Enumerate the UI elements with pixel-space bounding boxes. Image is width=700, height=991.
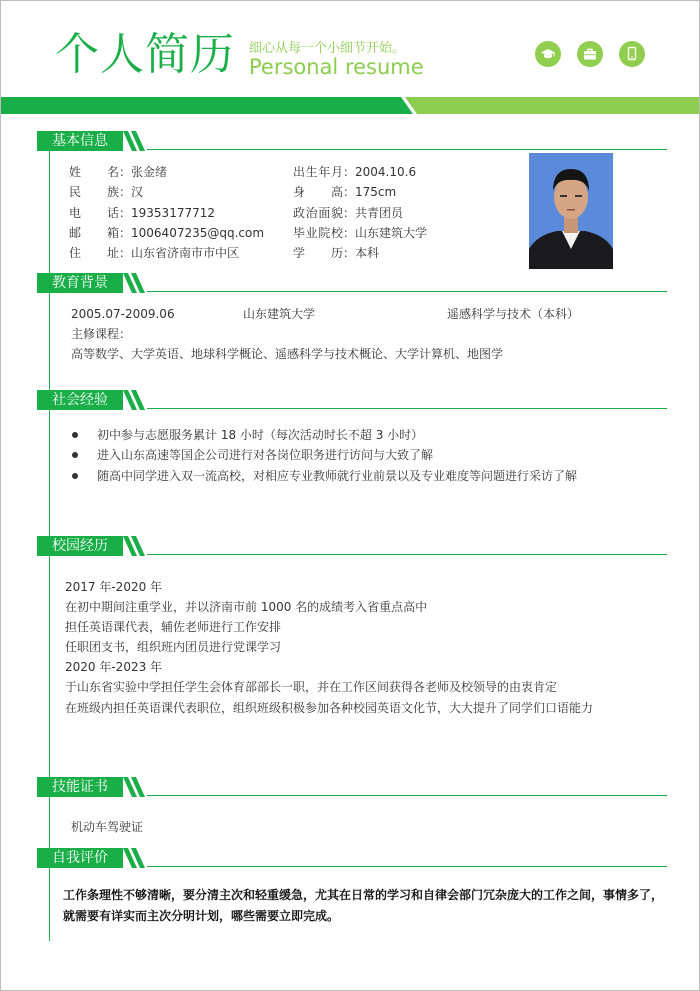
briefcase-icon xyxy=(577,41,603,67)
section-title: 校园经历 xyxy=(52,538,108,554)
campus-line: 在初中期间注重学业，并以济南市前 1000 名的成绩考入省重点高中 xyxy=(65,600,428,614)
header-stripe xyxy=(1,97,699,114)
info-phone: 电话：19353177712 xyxy=(69,206,215,220)
info-degree: 学历：本科 xyxy=(293,246,380,260)
phone-icon xyxy=(619,41,645,67)
stripe-decoration xyxy=(123,390,149,410)
edu-courses: 高等数学、大学英语、地球科学概论、遥感科学与技术概论、大学计算机、地图学 xyxy=(71,347,504,361)
section-header-education xyxy=(37,273,667,293)
section-title: 社会经验 xyxy=(52,392,108,408)
social-item: 进入山东高速等国企公司进行对各岗位职务进行访问与大致了解 xyxy=(97,448,434,462)
section-header-campus xyxy=(37,536,667,556)
info-email: 邮箱：1006407235@qq.com xyxy=(69,226,265,240)
section-title: 技能证书 xyxy=(52,779,108,795)
section-header-social xyxy=(37,390,667,410)
section-header-self-eval xyxy=(37,848,667,868)
stripe-decoration xyxy=(123,273,149,293)
skill-item: 机动车驾驶证 xyxy=(71,820,144,834)
edu-period: 2005.07-2009.06 xyxy=(71,307,175,321)
campus-line: 2020 年-2023 年 xyxy=(65,660,163,674)
section-title: 自我评价 xyxy=(52,850,108,866)
slogan-cn: 细心从每一个小细节开始。 xyxy=(249,41,406,56)
campus-line: 于山东省实验中学担任学生会体育部部长一职，并在工作区间获得各老师及校领导的由衷肯定 xyxy=(65,680,558,694)
info-political: 政治面貌：共青团员 xyxy=(293,206,404,220)
bullet-icon xyxy=(72,432,78,438)
edu-school: 山东建筑大学 xyxy=(243,307,316,321)
info-height: 身高：175cm xyxy=(293,185,397,199)
bullet-icon xyxy=(72,452,78,458)
stripe-decoration xyxy=(123,777,149,797)
stripe-decoration xyxy=(123,131,149,151)
stripe-decoration xyxy=(123,536,149,556)
edu-major: 遥感科学与技术（本科） xyxy=(447,307,580,321)
campus-line: 在班级内担任英语课代表职位，组织班级积极参加各种校园英语文化节，大大提升了同学们口语能力 xyxy=(65,701,594,715)
campus-line: 2017 年-2020 年 xyxy=(65,580,163,594)
section-title: 基本信息 xyxy=(52,133,108,149)
slogan-en: Personal resume xyxy=(249,55,424,79)
section-title: 教育背景 xyxy=(52,275,108,291)
stripe-decoration xyxy=(123,848,149,868)
info-ethnicity: 民族：汉 xyxy=(69,185,144,199)
info-address: 住址：山东省济南市市中区 xyxy=(69,246,240,260)
self-eval-line: 工作条理性不够清晰，要分清主次和轻重缓急，尤其在日常的学习和自律会部门冗杂庞大的工作之间，事情多了， xyxy=(63,888,664,902)
info-name: 姓名：张金绪 xyxy=(69,165,168,179)
graduation-cap-icon xyxy=(535,41,561,67)
campus-line: 任职团支书，组织班内团员进行党课学习 xyxy=(65,640,282,654)
profile-photo xyxy=(529,153,613,269)
info-birth: 出生年月：2004.10.6 xyxy=(293,165,417,179)
section-header-basic xyxy=(37,131,667,151)
resume-title: 个人简历 xyxy=(55,29,235,80)
bullet-icon xyxy=(72,473,78,479)
self-eval-line: 就需要有详实而主次分明计划，哪些需要立即完成。 xyxy=(63,909,340,923)
info-school: 毕业院校：山东建筑大学 xyxy=(293,226,428,240)
edu-courses-label: 主修课程： xyxy=(71,327,132,341)
social-item: 随高中同学进入双一流高校，对相应专业教师就行业前景以及专业难度等问题进行采访了解 xyxy=(97,469,578,483)
section-header-skills xyxy=(37,777,667,797)
social-item: 初中参与志愿服务累计 18 小时（每次活动时长不超 3 小时） xyxy=(97,428,424,442)
campus-line: 担任英语课代表，辅佐老师进行工作安排 xyxy=(65,620,282,634)
